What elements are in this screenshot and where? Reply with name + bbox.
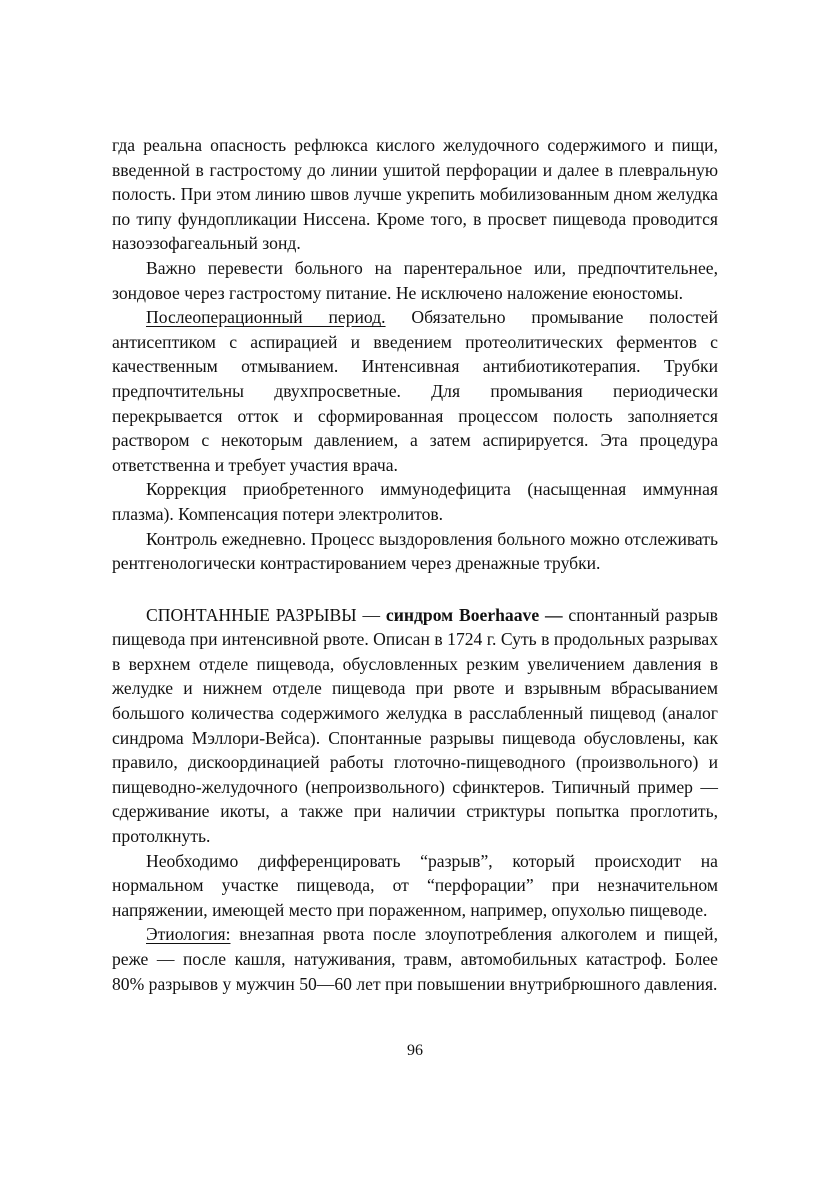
- section-gap: [112, 576, 718, 603]
- etiology-heading: Этиология:: [146, 924, 231, 945]
- paragraph-differentiation: Необходимо дифференцировать “разрыв”, который происходит на нормальном участке пищевода, от “перфорации” при незначительном напряжении, имеющей место при пораженном, например, опухолью пищеводе.: [112, 850, 718, 920]
- paragraph-continuation: гда реальна опасность рефлюкса кислого желудочного содержимого и пищи, введенной в гастростому до линии ушитой перфорации и далее в плевральную полость. При этом линию швов лучше укрепить мобилизованным дном желудка по типу фундопликации Ниссена. Кроме того, в просвет пищевода проводится назоэзофагеальный зонд.: [112, 135, 718, 254]
- paragraph-spontaneous-ruptures: [112, 603, 718, 849]
- page-body: [112, 133, 718, 996]
- boerhaave-term: синдром Boerhaave —: [385, 604, 563, 625]
- section-heading-caps: СПОНТАННЫЕ РАЗРЫВЫ —: [146, 604, 386, 625]
- paragraph-control: Контроль ежедневно. Процесс выздоровления больного можно отслеживать рентгенологически контрастированием через дренажные трубки.: [112, 528, 718, 574]
- spontaneous-ruptures-text: спонтанный разрыв пищевода при интенсивной рвоте. Описан в 1724 г. Суть в продольных разрывах в верхнем отделе пищевода, обусловленных резким увеличением давления в желудке и нижнем отделе пищевода при рвоте и взрывным вбрасыванием большого количества содержимого желудка в расслабленный пищевод (аналог синдрома Мэллори-Вейса). Спонтанные разрывы пищевода обусловлены, как правило, дискоординацией работы глоточно-пищеводного (произвольного) и пищеводно-желудочного (непроизвольного) сфинктеров. Типичный пример — сдерживание икоты, а также при наличии стриктуры попытка проглотить, протолкнуть.: [112, 604, 718, 847]
- page-number: 96: [407, 1042, 423, 1059]
- etiology-text: внезапная рвота после злоупотребления алкоголем и пищей, реже — после кашля, натуживания, травм, автомобильных катастроф. Более 80% разрывов у мужчин 50—60 лет при повышении внутрибрюшного давления.: [112, 924, 718, 994]
- paragraph-immunodeficiency: Коррекция приобретенного иммунодефицита (насыщенная иммунная плазма). Компенсация потери электролитов.: [112, 479, 718, 524]
- paragraph-nutrition: Важно перевести больного на парентеральное или, предпочтительнее, зондовое через гастростому питание. Не исключено наложение еюностомы.: [112, 257, 718, 303]
- paragraph-etiology: [112, 922, 718, 996]
- paragraph-postoperative: [112, 305, 718, 477]
- postoperative-heading: Послеоперационный период.: [146, 307, 386, 328]
- postoperative-text: Обязательно промывание полостей антисептиком с аспирацией и введением протеолитических ферментов с качественным отмыванием. Интенсивная антибиотикотерапия. Трубки предпочтительны двухпросветные. Для промывания периодически перекрывается отток и сформированная процессом полость заполняется раствором с некоторым давлением, а затем аспирируется. Эта процедура ответственна и требует участия врача.: [112, 307, 718, 475]
